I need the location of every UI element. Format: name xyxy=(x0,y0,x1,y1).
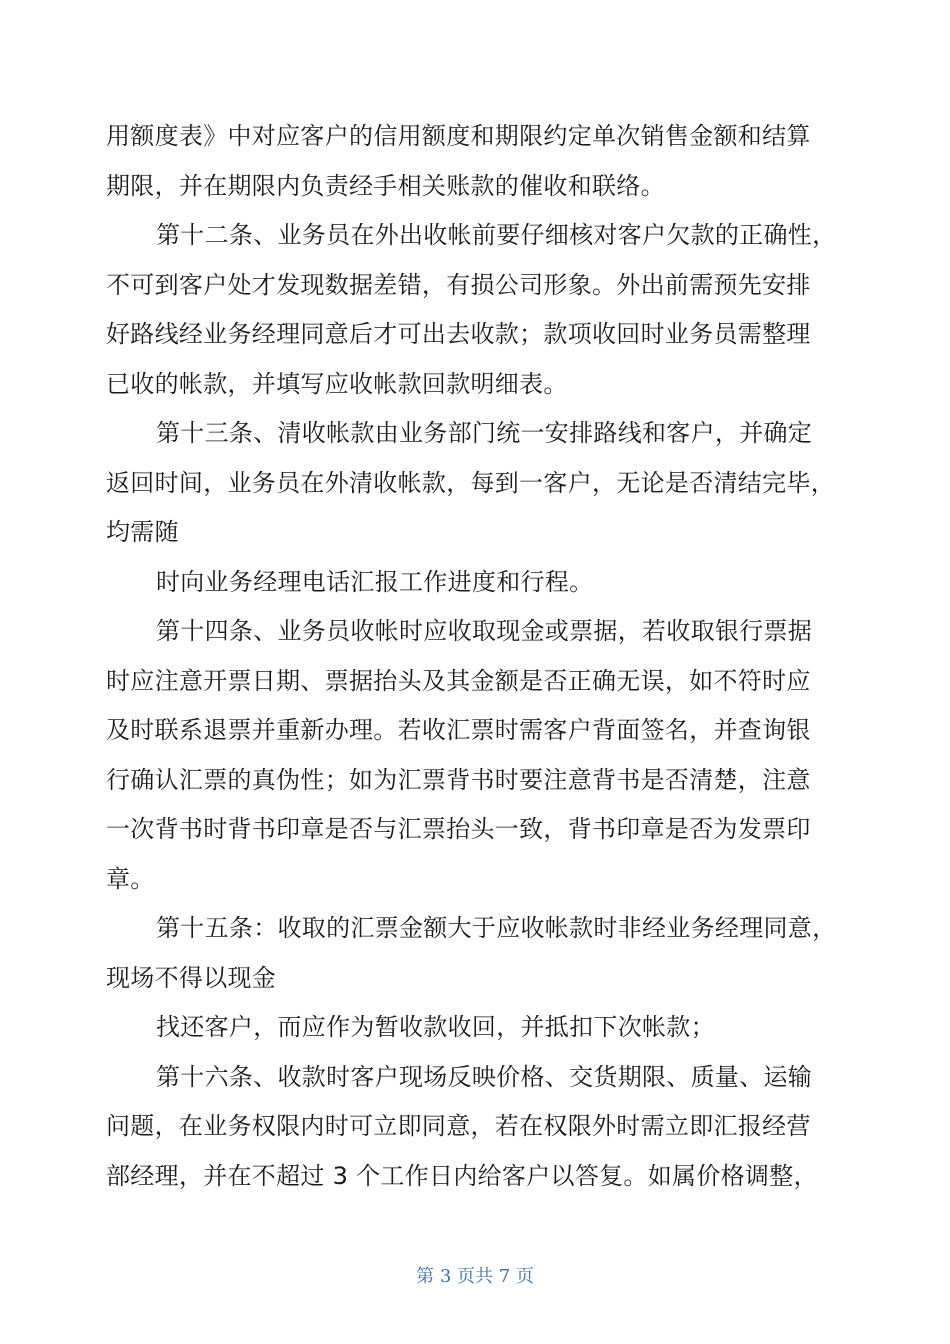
text-line: 找还客户，而应作为暂收款收回，并抵扣下次帐款； xyxy=(156,1013,715,1041)
text-line: 及时联系退票并重新办理。若收汇票时需客户背面签名，并查询银 xyxy=(106,716,811,744)
text-line: 用额度表》中对应客户的信用额度和期限约定单次销售金额和结算 xyxy=(106,122,811,150)
text-line: 第十五条：收取的汇票金额大于应收帐款时非经业务经理同意， xyxy=(156,914,837,942)
text-line: 一次背书时背书印章是否与汇票抬头一致，背书印章是否为发票印 xyxy=(106,815,811,843)
text-line: 第十三条、清收帐款由业务部门统一安排路线和客户，并确定 xyxy=(156,419,813,447)
text-line: 返回时间，业务员在外清收帐款，每到一客户，无论是否清结完毕， xyxy=(106,468,835,497)
text-line: 均需随 xyxy=(106,518,179,546)
document-body xyxy=(106,112,846,1201)
text-line: 时向业务经理电话汇报工作进度和行程。 xyxy=(156,567,594,596)
text-line: 第十四条、业务员收帐时应收取现金或票据，若收取银行票据 xyxy=(156,617,813,645)
text-line: 时应注意开票日期、票据抬头及其金额是否正确无误，如不符时应 xyxy=(106,666,811,695)
text-line: 不可到客户处才发现数据差错，有损公司形象。外出前需预先安排 xyxy=(106,270,811,299)
text-line: 现场不得以现金 xyxy=(106,963,277,992)
text-line: 已收的帐款，并填写应收帐款回款明细表。 xyxy=(106,369,568,398)
text-line: 第十六条、收款时客户现场反映价格、交货期限、质量、运输 xyxy=(156,1062,813,1091)
text-line: 章。 xyxy=(106,864,155,893)
text-line: 部经理，并在不超过 3 个工作日内给客户以答复。如属价格调整， xyxy=(106,1161,818,1190)
text-line: 期限，并在期限内负责经手相关账款的催收和联络。 xyxy=(106,171,665,200)
page-number: 第 3 页共 7 页 xyxy=(416,1266,534,1287)
text-line: 第十二条、业务员在外出收帐前要仔细核对客户欠款的正确性， xyxy=(156,221,837,249)
text-line: 问题，在业务权限内时可立即同意，若在权限外时需立即汇报经营 xyxy=(106,1112,811,1140)
text-line: 行确认汇票的真伪性；如为汇票背书时要注意背书是否清楚，注意 xyxy=(106,765,811,794)
text-line: 好路线经业务经理同意后才可出去收款；款项收回时业务员需整理 xyxy=(106,320,811,348)
